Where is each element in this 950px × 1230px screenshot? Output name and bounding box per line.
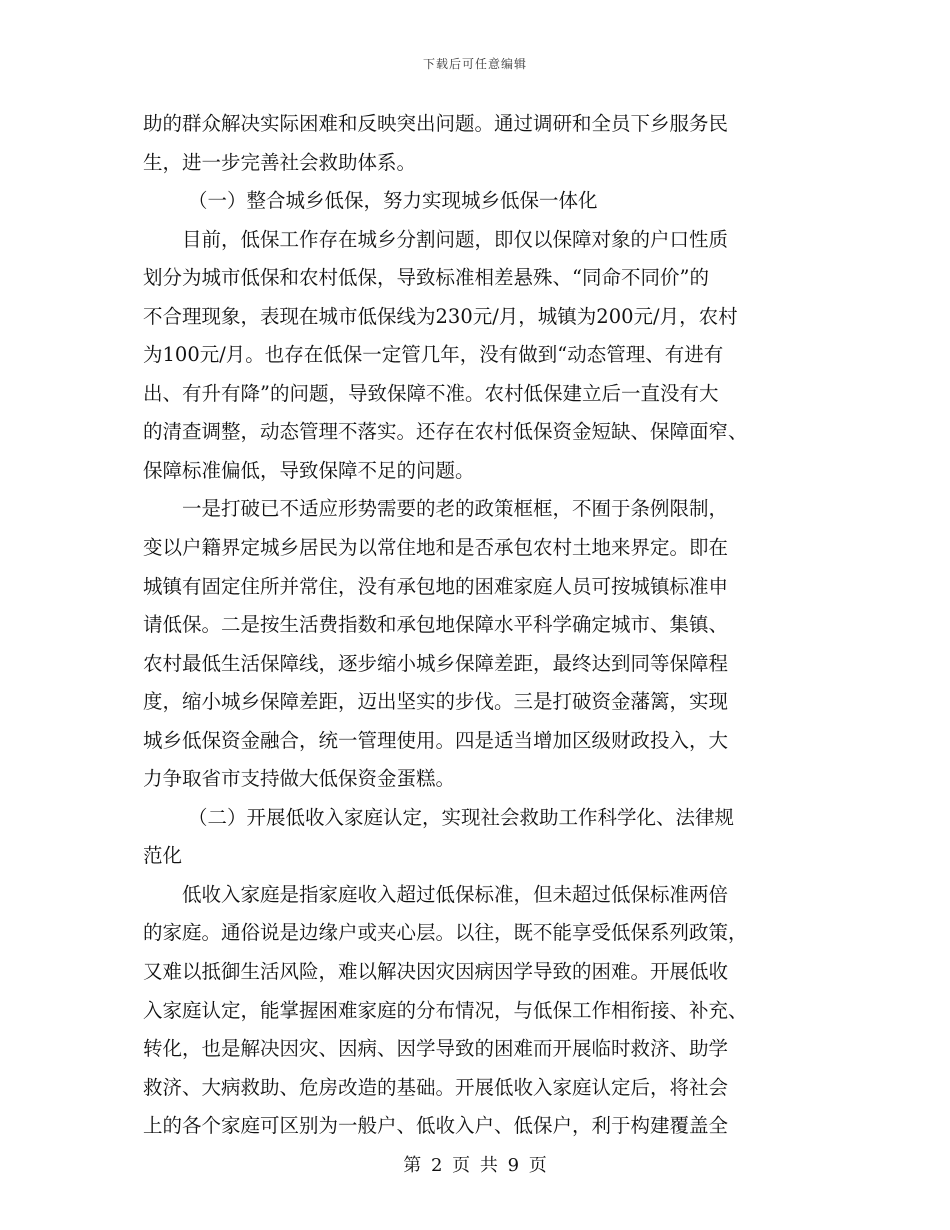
paragraph-line: 城乡低保资金融合，统一管理使用。四是适当增加区级财政投入，大 bbox=[143, 728, 729, 752]
section-heading: （一）整合城乡低保，努力实现城乡低保一体化 bbox=[188, 189, 598, 213]
paragraph-line: 目前，低保工作存在城乡分割问题，即仅以保障对象的户口性质 bbox=[182, 227, 729, 251]
paragraph-line: 保障标准偏低，导致保障不足的问题。 bbox=[143, 458, 475, 482]
paragraph-line: 助的群众解决实际困难和反映突出问题。通过调研和全员下乡服务民 bbox=[143, 112, 729, 135]
section-heading: （二）开展低收入家庭认定，实现社会救助工作科学化、法律规 bbox=[188, 805, 735, 829]
paragraph-line: 上的各个家庭可区别为一般户、低收入户、低保户，利于构建覆盖全 bbox=[143, 1114, 729, 1138]
paragraph-line: 城镇有固定住所并常住，没有承包地的困难家庭人员可按城镇标准申 bbox=[143, 574, 729, 598]
body-text bbox=[143, 105, 808, 1146]
paragraph-line: 出、有升有降”的问题，导致保障不准。农村低保建立后一直没有大 bbox=[143, 381, 719, 405]
paragraph-line: 转化，也是解决因灾、因病、因学导致的困难而开展临时救济、助学 bbox=[143, 1037, 729, 1061]
section-heading: 范化 bbox=[143, 844, 183, 868]
paragraph-line: 度，缩小城乡保障差距，迈出坚实的步伐。三是打破资金藩篱，实现 bbox=[143, 690, 729, 714]
paragraph-line: 又难以抵御生活风险，难以解决因灾因病因学导致的困难。开展低收 bbox=[143, 960, 729, 984]
paragraph-line: 的清查调整，动态管理不落实。还存在农村低保资金短缺、保障面窄、 bbox=[143, 420, 748, 444]
paragraph-line: 农村最低生活保障线，逐步缩小城乡保障差距，最终达到同等保障程 bbox=[143, 651, 729, 675]
paragraph-line: 救济、大病救助、危房改造的基础。开展低收入家庭认定后，将社会 bbox=[143, 1075, 729, 1099]
paragraph-line: 的家庭。通俗说是边缘户或夹心层。以往，既不能享受低保系列政策， bbox=[143, 921, 748, 945]
page-number: 第 2 页 共 9 页 bbox=[403, 1155, 547, 1176]
paragraph-line: 低收入家庭是指家庭收入超过低保标准，但未超过低保标准两倍 bbox=[182, 882, 729, 906]
paragraph-line: 不合理现象，表现在城市低保线为230元/月，城镇为200元/月，农村 bbox=[143, 304, 738, 328]
paragraph-line: 为100元/月。也存在低保一定管几年，没有做到“动态管理、有进有 bbox=[143, 343, 724, 367]
paragraph-line: 划分为城市低保和农村低保，导致标准相差悬殊、“同命不同价”的 bbox=[143, 266, 709, 290]
paragraph-line: 生，进一步完善社会救助体系。 bbox=[143, 150, 417, 174]
paragraph-line: 请低保。二是按生活费指数和承包地保障水平科学确定城市、集镇、 bbox=[143, 613, 729, 637]
paragraph-line: 入家庭认定，能掌握困难家庭的分布情况，与低保工作相衔接、补充、 bbox=[143, 998, 748, 1022]
paragraph-line: 变以户籍界定城乡居民为以常住地和是否承包农村土地来界定。即在 bbox=[143, 536, 729, 560]
paragraph-line: 一是打破已不适应形势需要的老的政策框框，不囿于条例限制， bbox=[182, 497, 729, 521]
paragraph-line: 力争取省市支持做大低保资金蛋糕。 bbox=[143, 767, 456, 791]
header-note: 下载后可任意编辑 bbox=[422, 57, 527, 71]
